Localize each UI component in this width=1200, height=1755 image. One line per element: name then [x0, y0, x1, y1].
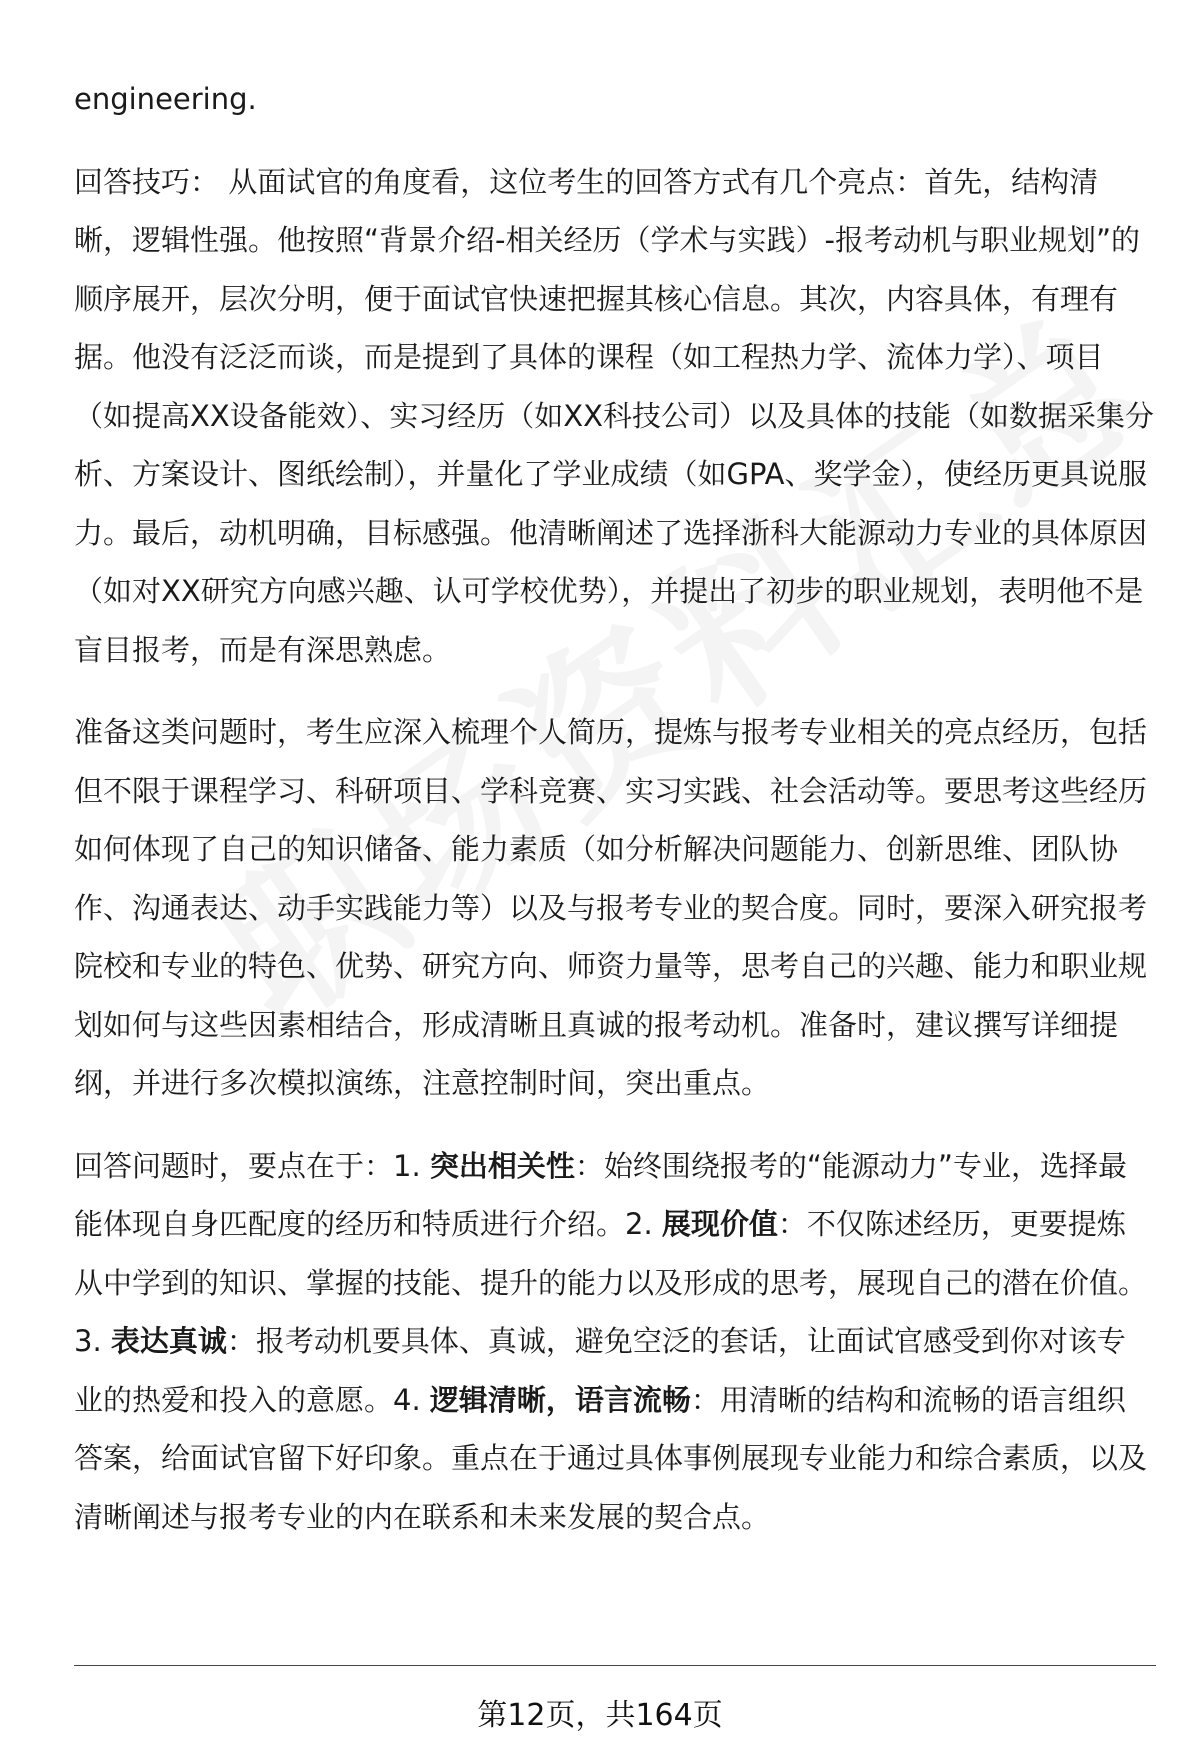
key-point-3-text: ：报考动机要具体、真诚，避免空泛的套话，让面试官感受到你对该专业的热爱和投入的意愿。4. — [74, 1324, 1126, 1417]
paragraph-answer-tips: 回答技巧： 从面试官的角度看，这位考生的回答方式有几个亮点：首先，结构清晰，逻辑性强。他按照“背景介绍-相关经历（学术与实践）-报考动机与职业规划”的顺序展开，层次分明，便于面试官快速把握其核心信息。其次，内容具体，有理有据。他没有泛泛而谈，而是提到了具体的课程（如工程热力学、流体力学）、项目（如提高XX设备能效）、实习经历（如XX科技公司）以及具体的技能（如数据采集分析、方案设计、图纸绘制），并量化了学业成绩（如GPA、奖学金），使经历更具说服力。最后，动机明确，目标感强。他清晰阐述了选择浙科大能源动力专业的具体原因（如对XX研究方向感兴趣、认可学校优势），并提出了初步的职业规划，表明他不是盲目报考，而是有深思熟虑。 — [74, 164, 1154, 667]
paragraph-key-points — [74, 1137, 1154, 1547]
key-point-4-title: 逻辑清晰，语言流畅 — [429, 1382, 691, 1417]
key-point-2-text: ：不仅陈述经历，更要提炼从中学到的知识、掌握的技能、提升的能力以及形成的思考，展现自己的潜在价值。3. — [74, 1207, 1148, 1358]
footer-divider — [74, 1665, 1156, 1666]
key-point-1-title: 突出相关性 — [429, 1148, 575, 1183]
page-number: 第12页，共164页 — [477, 1698, 723, 1733]
key-point-4-text: ：用清晰的结构和流畅的语言组织答案，给面试官留下好印象。重点在于通过具体事例展现专业能力和综合素质，以及清晰阐述与报考专业的内在联系和未来发展的契合点。 — [74, 1382, 1148, 1534]
key-point-2-title: 展现价值 — [661, 1207, 778, 1241]
key-point-3-title: 表达真诚 — [110, 1324, 227, 1358]
key-point-1-text: ：始终围绕报考的“能源动力”专业，选择最能体现自身匹配度的经历和特质进行介绍。2. — [74, 1148, 1127, 1241]
key-points-intro: 回答问题时，要点在于：1. — [74, 1148, 430, 1183]
content-body — [74, 70, 1154, 1546]
paragraph-preparation: 准备这类问题时，考生应深入梳理个人简历，提炼与报考专业相关的亮点经历，包括但不限于课程学习、科研项目、学科竞赛、实习实践、社会活动等。要思考这些经历如何体现了自己的知识储备、能力素质（如分析解决问题能力、创新思维、团队协作、沟通表达、动手实践能力等）以及与报考专业的契合度。同时，要深入研究报考院校和专业的特色、优势、研究方向、师资力量等，思考自己的兴趣、能力和职业规划如何与这些因素相结合，形成清晰且真诚的报考动机。准备时，建议撰写详细提纲，并进行多次模拟演练，注意控制时间，突出重点。 — [74, 715, 1148, 1100]
paragraph-continuation: engineering. — [74, 82, 257, 116]
